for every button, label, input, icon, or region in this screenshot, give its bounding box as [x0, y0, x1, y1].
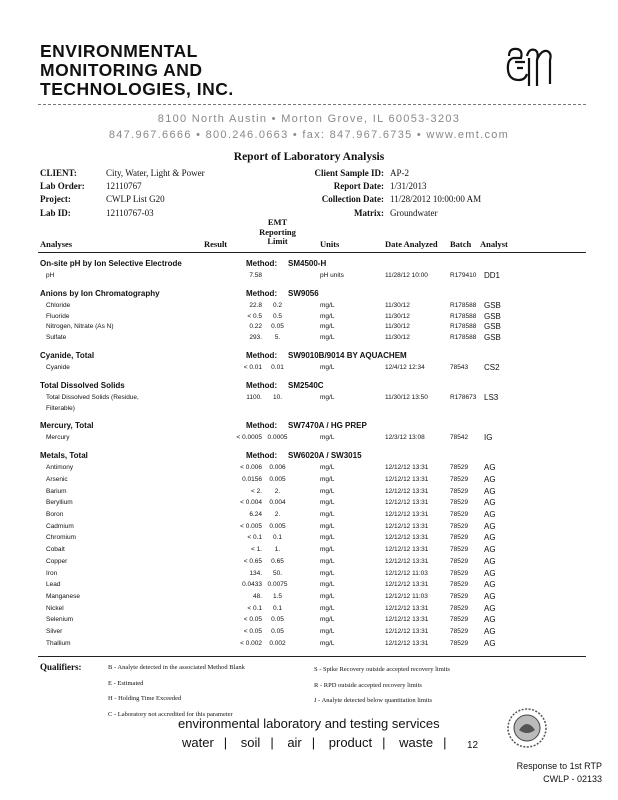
result-cell: < 0.05	[243, 628, 262, 635]
limit-cell: 0.002	[269, 639, 286, 647]
result-cell: 0.22	[249, 323, 262, 331]
header-underline	[38, 252, 586, 253]
analyte-cell: pH	[46, 272, 55, 279]
result-cell: 48.	[252, 592, 262, 600]
method-value: SW6020A / SW3015	[288, 451, 362, 461]
col-date: Date Analyzed	[385, 239, 438, 249]
date-analyzed-cell: 12/12/12 13:31	[385, 557, 429, 565]
method-value: SM2540C	[288, 380, 324, 390]
batch-cell: 78529	[450, 499, 469, 507]
method-value: SW7470A / HG PREP	[288, 421, 367, 431]
analyst-cell: DD1	[484, 271, 501, 280]
limit-cell: 0.1	[272, 604, 283, 612]
batch-cell: R178588	[450, 323, 477, 331]
date-analyzed-cell: 12/12/12 13:31	[385, 616, 429, 624]
units-cell: pH units	[320, 272, 344, 279]
analyst-cell: AG	[484, 533, 496, 543]
units-cell: mg/L	[320, 312, 335, 320]
analyte-cell: Cyanide	[46, 364, 70, 371]
analyst-cell: AG	[484, 486, 496, 496]
units-cell: mg/L	[320, 323, 335, 331]
col-analyst: Analyst	[480, 239, 508, 249]
sample-id-label: Client Sample ID:	[314, 168, 384, 178]
result-cell: < 1.	[250, 546, 262, 554]
qualifier-item: R - RPD outside accepted recovery limits	[314, 681, 422, 689]
service-water: water	[182, 735, 214, 750]
result-cell: 0.0433	[242, 581, 262, 589]
analyst-cell: AG	[484, 615, 496, 625]
units-cell: mg/L	[320, 546, 335, 554]
date-analyzed-cell: 12/12/12 11:03	[385, 592, 428, 600]
limit-cell: 0.05	[271, 628, 284, 635]
response-note	[517, 760, 602, 786]
qualifier-item: J - Analyte detected below quantitation limits	[314, 697, 433, 704]
limit-cell: 0.01	[271, 364, 284, 371]
method-value: SM4500-H	[288, 259, 327, 268]
date-analyzed-cell: 11/28/12 10:00	[385, 272, 428, 279]
analyte-cell: Antimony	[46, 464, 74, 472]
header-rule	[38, 104, 586, 105]
analyst-cell: AG	[484, 603, 496, 613]
units-cell: mg/L	[320, 364, 335, 371]
result-cell: 22.8	[249, 301, 262, 309]
units-cell: mg/L	[320, 464, 335, 472]
date-analyzed-cell: 12/12/12 13:31	[385, 639, 429, 647]
qualifier-item: B - Analyte detected in the associated Method Blank	[108, 664, 245, 671]
batch-cell: 78529	[450, 534, 469, 542]
analyte-cell: Arsenic	[46, 475, 68, 483]
analyst-cell: IG	[484, 433, 493, 443]
analyte-cell: Chromium	[46, 534, 76, 542]
result-cell: < 2.	[250, 487, 262, 495]
col-batch: Batch	[450, 239, 472, 249]
lab-order-value: 12110767	[106, 181, 142, 192]
analyst-cell: AG	[484, 580, 496, 590]
client-info-left	[40, 167, 205, 220]
result-cell: < 0.05	[243, 616, 262, 624]
analyst-cell: GSB	[484, 322, 501, 332]
batch-cell: 78529	[450, 604, 469, 612]
page-number: 12	[467, 740, 479, 751]
batch-cell: R178588	[450, 334, 477, 342]
batch-cell: 78529	[450, 557, 469, 565]
col-reporting: Reporting	[259, 226, 296, 237]
result-cell: < 0.002	[240, 639, 262, 647]
report-date-value: 1/31/2013	[390, 181, 427, 192]
response-line: Response to 1st RTP	[516, 761, 602, 771]
result-cell: < 0.1	[247, 604, 262, 612]
date-analyzed-cell: 11/30/12 13:50	[385, 393, 428, 401]
units-cell: mg/L	[320, 393, 335, 401]
project-value: CWLP List G20	[106, 194, 165, 205]
qualifiers-left	[108, 660, 245, 722]
units-cell: mg/L	[320, 581, 335, 589]
service-waste: waste	[399, 735, 434, 750]
section-title: Total Dissolved Solids	[40, 380, 125, 390]
lab-id-label: Lab ID:	[40, 207, 71, 218]
analyst-cell: LS3	[484, 392, 499, 402]
limit-cell: 5.	[274, 334, 281, 342]
units-cell: mg/L	[320, 499, 335, 507]
analyst-cell: AG	[484, 591, 496, 601]
units-cell: mg/L	[320, 569, 335, 577]
analyte-cell: Filterable)	[46, 404, 75, 412]
limit-cell: 0.1	[272, 534, 283, 542]
analyte-cell: Manganese	[46, 592, 80, 600]
section-title: Anions by Ion Chromatography	[40, 288, 160, 298]
limit-cell: 2.	[274, 511, 281, 518]
report-title: Report of Laboratory Analysis	[233, 151, 385, 163]
date-analyzed-cell: 11/30/12	[385, 323, 410, 331]
response-line: CWLP - 02133	[543, 774, 602, 784]
date-analyzed-cell: 12/12/12 11:03	[385, 569, 428, 577]
analyte-cell: Nickel	[46, 604, 64, 612]
units-cell: mg/L	[320, 301, 335, 309]
limit-cell: 0.0075	[267, 581, 288, 589]
date-analyzed-cell: 11/30/12	[385, 334, 410, 342]
units-cell: mg/L	[320, 592, 335, 600]
method-label: Method:	[246, 259, 278, 268]
limit-cell: 0.005	[269, 475, 286, 483]
date-analyzed-cell: 12/12/12 13:31	[385, 604, 429, 612]
batch-cell: 78529	[450, 639, 469, 647]
analyte-cell: Thallium	[46, 639, 71, 647]
company-name-line: TECHNOLOGIES, INC.	[40, 79, 234, 99]
result-cell: < 0.0005	[236, 434, 262, 442]
method-label: Method:	[246, 380, 278, 390]
units-cell: mg/L	[320, 628, 335, 635]
limit-cell: 50.	[272, 569, 283, 577]
limit-cell: 1.5	[272, 592, 283, 600]
col-limit: Limit	[267, 236, 288, 246]
analyte-cell: Silver	[46, 628, 63, 635]
lab-order-label: Lab Order:	[40, 181, 85, 192]
units-cell: mg/L	[320, 487, 335, 495]
analyst-cell: AG	[484, 463, 496, 473]
col-analyses: Analyses	[40, 239, 73, 249]
analyte-cell: Total Dissolved Solids (Residue,	[46, 393, 139, 401]
batch-cell: 78529	[450, 616, 469, 624]
analyte-cell: Selenium	[46, 616, 74, 624]
service-product: product	[328, 735, 373, 750]
result-cell: 134.	[249, 569, 262, 577]
units-cell: mg/L	[320, 475, 335, 483]
qualifier-item: H - Holding Time Exceeded	[108, 695, 182, 702]
method-label: Method:	[246, 451, 278, 461]
section-title: Metals, Total	[40, 451, 88, 461]
analyst-cell: AG	[484, 510, 496, 519]
client-value: City, Water, Light & Power	[106, 168, 205, 178]
analyst-cell: AG	[484, 638, 496, 648]
batch-cell: R178588	[450, 312, 477, 320]
batch-cell: 78543	[450, 364, 469, 371]
date-analyzed-cell: 12/12/12 13:31	[385, 522, 429, 530]
analyst-cell: GSB	[484, 311, 501, 321]
method-label: Method:	[246, 351, 278, 360]
date-analyzed-cell: 12/12/12 13:31	[385, 511, 429, 518]
services-list: water | soil | air | product | waste |	[182, 735, 447, 750]
col-units: Units	[320, 239, 340, 249]
company-name-line: ENVIRONMENTAL	[40, 41, 198, 61]
analyte-cell: Beryllium	[46, 499, 73, 507]
col-result: Result	[204, 239, 228, 249]
date-analyzed-cell: 12/4/12 12:34	[385, 364, 425, 371]
date-analyzed-cell: 12/12/12 13:31	[385, 581, 429, 589]
section-title: On-site pH by Ion Selective Electrode	[40, 259, 182, 268]
services-tagline: environmental laboratory and testing services	[178, 716, 440, 731]
units-cell: mg/L	[320, 522, 335, 530]
analyte-cell: Cobalt	[46, 546, 65, 554]
analyst-cell: AG	[484, 627, 496, 636]
result-cell: < 0.65	[243, 557, 262, 565]
units-cell: mg/L	[320, 534, 335, 542]
analyst-cell: AG	[484, 498, 496, 508]
analyte-cell: Boron	[46, 511, 64, 518]
result-cell: < 0.005	[240, 522, 262, 530]
limit-cell: 0.004	[269, 499, 286, 507]
sample-id-value: AP-2	[390, 168, 410, 178]
result-cell: < 0.01	[243, 364, 262, 371]
limit-cell: 0.006	[269, 464, 286, 472]
collection-date-value: 11/28/2012 10:00:00 AM	[390, 194, 482, 205]
analyst-cell: AG	[484, 521, 496, 531]
report-date-label: Report Date:	[333, 181, 384, 192]
method-label: Method:	[246, 421, 278, 431]
batch-cell: 78529	[450, 546, 469, 554]
date-analyzed-cell: 11/30/12	[385, 312, 410, 320]
qualifier-rule	[38, 656, 586, 657]
limit-cell: 0.005	[269, 522, 286, 530]
units-cell: mg/L	[320, 604, 335, 612]
qualifier-item: E - Estimated	[108, 679, 144, 687]
collection-date-label: Collection Date:	[321, 194, 384, 205]
batch-cell: R178588	[450, 301, 477, 309]
lab-id-value: 12110767-03	[106, 207, 154, 218]
date-analyzed-cell: 12/12/12 13:31	[385, 464, 429, 472]
result-cell: < 0.006	[240, 464, 262, 472]
matrix-label: Matrix:	[354, 207, 384, 218]
analyst-cell: CS2	[484, 363, 500, 372]
batch-cell: 78529	[450, 522, 469, 530]
col-emt-limit	[250, 218, 305, 247]
batch-cell: 78529	[450, 592, 469, 600]
analyst-cell: AG	[484, 474, 496, 484]
analyst-cell: AG	[484, 556, 496, 566]
result-cell: 0.0156	[242, 475, 262, 483]
date-analyzed-cell: 12/12/12 13:31	[385, 475, 429, 483]
analyte-cell: Nitrogen, Nitrate (As N)	[46, 323, 114, 331]
units-cell: mg/L	[320, 511, 335, 518]
result-cell: < 0.5	[247, 312, 262, 320]
batch-cell: 78529	[450, 628, 469, 635]
service-air: air	[287, 735, 302, 750]
analyte-cell: Barium	[46, 487, 67, 495]
date-analyzed-cell: 12/12/12 13:31	[385, 628, 429, 635]
limit-cell: 0.05	[271, 323, 284, 331]
batch-cell: 78529	[450, 487, 469, 495]
date-analyzed-cell: 11/30/12	[385, 301, 410, 309]
batch-cell: 78529	[450, 511, 469, 518]
matrix-value: Groundwater	[390, 207, 438, 218]
date-analyzed-cell: 12/12/12 13:31	[385, 487, 429, 495]
limit-cell: 0.2	[272, 301, 283, 309]
limit-cell: 0.05	[271, 616, 284, 624]
date-analyzed-cell: 12/12/12 13:31	[385, 534, 429, 542]
units-cell: mg/L	[320, 616, 335, 624]
limit-cell: 2.	[274, 487, 281, 495]
col-emt: EMT	[267, 217, 288, 227]
qualifiers-right	[314, 662, 450, 709]
result-cell: < 0.1	[247, 534, 262, 542]
batch-cell: R179410	[450, 272, 477, 279]
batch-cell: R178673	[450, 393, 477, 401]
result-cell: 293.	[249, 334, 262, 342]
analyte-cell: Iron	[46, 569, 58, 577]
company-name-line: MONITORING AND	[40, 60, 203, 80]
method-value: SW9056	[288, 288, 319, 298]
analyst-cell: AG	[484, 545, 496, 555]
project-label: Project:	[40, 194, 71, 205]
date-analyzed-cell: 12/3/12 13:08	[385, 434, 425, 442]
analyst-cell: GSB	[484, 300, 501, 310]
emt-logo-icon	[503, 46, 555, 90]
date-analyzed-cell: 12/12/12 13:31	[385, 499, 429, 507]
accreditation-seal-icon	[505, 706, 549, 750]
limit-cell: 1.	[274, 546, 281, 554]
analyte-cell: Fluoride	[46, 312, 70, 320]
analyte-cell: Copper	[46, 557, 68, 565]
limit-cell: 0.5	[272, 312, 283, 320]
units-cell: mg/L	[320, 434, 335, 442]
section-title: Cyanide, Total	[40, 351, 95, 360]
date-analyzed-cell: 12/12/12 13:31	[385, 546, 429, 554]
units-cell: mg/L	[320, 557, 335, 565]
qualifiers-label: Qualifiers:	[40, 662, 82, 672]
units-cell: mg/L	[320, 334, 335, 342]
method-value: SW9010B/9014 BY AQUACHEM	[288, 351, 407, 360]
limit-cell: 0.0005	[267, 434, 288, 442]
analyte-cell: Chloride	[46, 301, 71, 309]
batch-cell: 78529	[450, 581, 469, 589]
limit-cell: 10.	[272, 393, 283, 401]
company-address: 8100 North Austin • Morton Grove, IL 60053-3203	[157, 113, 461, 125]
limit-cell: 0.65	[271, 557, 284, 565]
result-cell: < 0.004	[240, 499, 262, 507]
analyte-cell: Lead	[46, 581, 61, 589]
analyte-cell: Cadmium	[46, 522, 74, 530]
service-soil: soil	[240, 735, 261, 750]
client-label: CLIENT:	[40, 168, 77, 178]
batch-cell: 78529	[450, 475, 469, 483]
analyst-cell: GSB	[484, 333, 501, 343]
batch-cell: 78529	[450, 464, 469, 472]
analyte-cell: Sulfate	[46, 334, 67, 342]
qualifier-item: C - Laboratory not accredited for this parameter	[108, 710, 233, 718]
company-name	[40, 42, 234, 99]
qualifier-item: S - Spike Recovery outside accepted recovery limits	[314, 666, 450, 673]
client-info-right	[280, 167, 481, 220]
method-label: Method:	[246, 288, 278, 298]
analyte-cell: Mercury	[46, 434, 70, 442]
batch-cell: 78529	[450, 569, 469, 577]
result-cell: 1100.	[246, 393, 262, 401]
result-cell: 6.24	[249, 511, 262, 518]
analyst-cell: AG	[484, 568, 496, 578]
units-cell: mg/L	[320, 639, 335, 647]
batch-cell: 78542	[450, 434, 469, 442]
result-cell: 7.58	[249, 272, 262, 279]
section-title: Mercury, Total	[40, 421, 94, 431]
company-contact: 847.967.6666 • 800.246.0663 • fax: 847.967.6735 • www.emt.com	[108, 129, 510, 141]
